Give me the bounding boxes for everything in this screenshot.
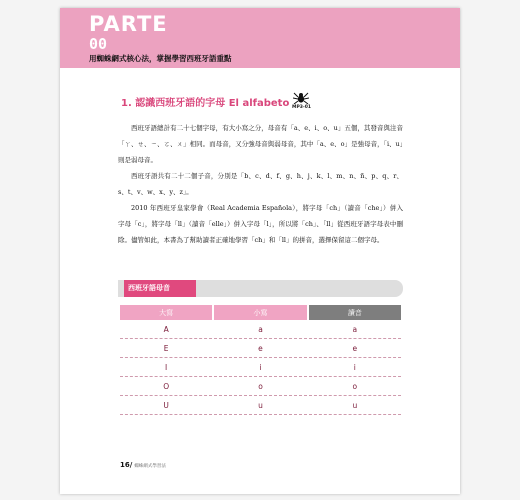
paragraph-vowels: 西班牙語總計有二十七個字母，有大小寫之分，母音有「a、e、i、o、u」五個，其發音與注音「ㄚ、ㄝ、ㄧ、ㄛ、ㄨ」相同。而母音，又分強母音與弱母音，其中「a、e、o」是強母音，「i、u」則是弱母音。	[118, 124, 403, 164]
chapter-banner	[60, 8, 460, 68]
cell-uppercase: O	[120, 377, 212, 396]
cell-pronunciation: i	[309, 358, 401, 377]
cell-uppercase: I	[120, 358, 212, 377]
cell-pronunciation: e	[309, 339, 401, 358]
banner-subtitle: 用蜘蛛網式核心法，掌握學習西班牙語重點	[89, 54, 232, 63]
cell-lowercase: o	[214, 377, 306, 396]
page-number: 16/	[120, 461, 133, 469]
footer-text: 蜘蛛網式學習法	[134, 464, 166, 469]
table-title: 西班牙語母音	[124, 280, 196, 297]
banner-number: 00	[89, 35, 108, 53]
book-page	[60, 8, 460, 494]
cell-pronunciation: o	[309, 377, 401, 396]
cell-uppercase: U	[120, 396, 212, 415]
header-uppercase: 大寫	[120, 305, 212, 320]
paragraph-consonants: 西班牙語共有二十二個子音，分別是「b、c、d、f、g、h、j、k、l、m、n、ñ、p、q、r、s、t、v、w、x、y、z」。	[118, 172, 403, 196]
table-row	[120, 320, 401, 339]
page-footer	[120, 460, 166, 472]
cell-lowercase: a	[214, 320, 306, 339]
cell-uppercase: A	[120, 320, 212, 339]
paragraph-academy: 2010 年西班牙皇家學會（Real Academia Española），將字母「ch」（讀音「che」）併入字母「c」，將字母「ll」（讀音「elle」）併入字母「l」，所以將「ch」、「ll」從西班牙語字母表中刪除。儘管如此，本書為了幫助讀者正確地學習「ch」和「ll」的拼音，選擇保留這二個字母。	[118, 204, 403, 244]
cell-pronunciation: u	[309, 396, 401, 415]
vowel-table	[118, 305, 403, 415]
table-row	[120, 358, 401, 377]
spider-icon	[293, 91, 309, 105]
cell-lowercase: e	[214, 339, 306, 358]
table-header-row	[120, 305, 401, 320]
table-row	[120, 377, 401, 396]
header-lowercase: 小寫	[214, 305, 306, 320]
cell-lowercase: i	[214, 358, 306, 377]
banner-title: PARTE	[89, 12, 168, 36]
section-heading: 1. 認識西班牙語的字母 El alfabeto	[121, 98, 290, 109]
table-row	[120, 396, 401, 415]
table-row	[120, 339, 401, 358]
cell-uppercase: E	[120, 339, 212, 358]
header-pronunciation: 讀音	[309, 305, 401, 320]
cell-pronunciation: a	[309, 320, 401, 339]
mp3-track-label: MP3-01	[292, 105, 312, 110]
cell-lowercase: u	[214, 396, 306, 415]
